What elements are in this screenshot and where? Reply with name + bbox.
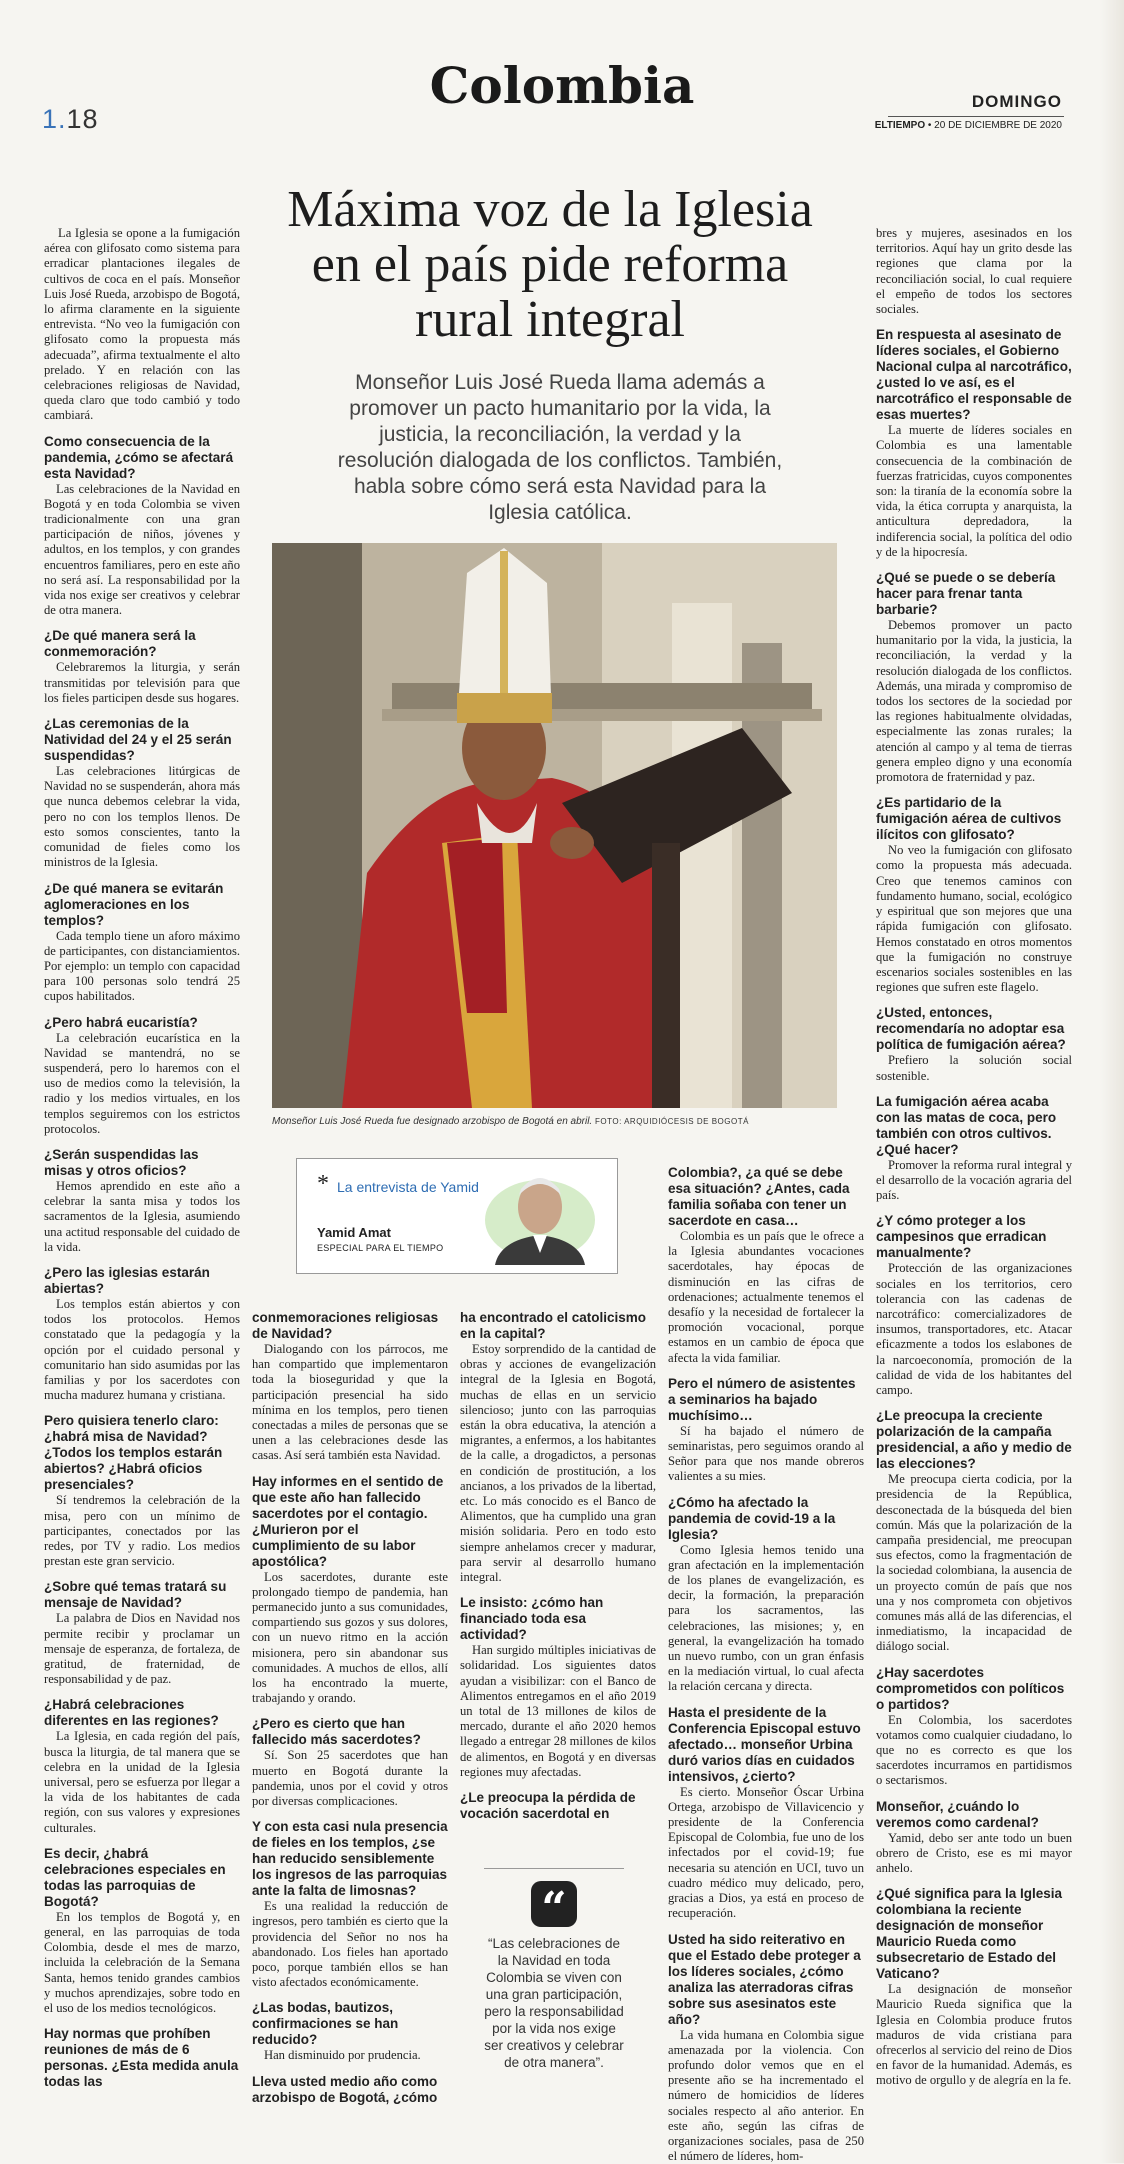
answer-paragraph: Es cierto. Monseñor Óscar Urbina Ortega, arzobispo de Villavicencio y presidente de la Conferencia Episcopal de Colombia, fue uno de los infectados por el covid-19; fue necesaria su atención en UCI, tuvo un cuadro médico muy delicado, pero, gracias a Dios, ya está en proceso de recuperación. [668, 1785, 864, 1922]
answer-paragraph: Celebraremos la liturgia, y serán transmitidas por televisión para que los fieles participen desde sus hogares. [44, 660, 240, 706]
quote-icon: “ [531, 1881, 577, 1927]
question: Hasta el presidente de la Conferencia Episcopal estuvo afectado… monseñor Urbina duró varios días en cuidados intensivos, ¿cierto? [668, 1705, 864, 1785]
answer-paragraph: La vida humana en Colombia sigue amenazada por la violencia. Con profundo dolor vemos que en el presente año se ha incrementado el número de homicidios de líderes sociales respecto al año anterior. En este año, según las cifras de organizaciones sociales, pasa de 250 el número de líderes, hom- [668, 2028, 864, 2164]
author-name: Yamid Amat [317, 1225, 391, 1240]
answer-paragraph: Debemos promover un pacto humanitario por la vida, la justicia, la reconciliación, la verdad y la resolución dialogada de los conflictos. Además, una mirada y compromiso de todos los sectores de la sociedad por las regiones habitualmente olvidadas, especialmente las zonas rurales; la atención al campo y al tema de tierras genera empleo digno y una economía promotora de fraternidad y paz. [876, 618, 1072, 785]
answer-paragraph: Las celebraciones de la Navidad en Bogotá y en toda Colombia se viven tradicionalmente con una gran participación de niños, jóvenes y adultos, en los templos, y con grandes encuentros familiares, pero en este año no será así. La responsabilidad por la vida nos exige ser creativos y celebrar de otra manera. [44, 482, 240, 619]
answer-paragraph: Yamid, debo ser ante todo un buen obrero de Cristo, ese es mi mayor anhelo. [876, 1831, 1072, 1877]
author-role: ESPECIAL PARA EL TIEMPO [317, 1243, 443, 1253]
question: Lleva usted medio año como arzobispo de Bogotá, ¿cómo [252, 2074, 448, 2106]
answer-paragraph: Estoy sorprendido de la cantidad de obras y acciones de evangelización integral de la Iglesia en Bogotá, muchas de ellas en un servicio silencioso; junto con las parroquias están la obra educativa, la atención a migrantes, a enfermos, a los habitantes de la calle, a drogadictos, a personas en condición de prostitución, a los ancianos, a los privados de la libertad, etc. Lo más conocido es el Banco de Alimentos, que ha cumplido una gran misión solidaria. Pero en todo esto siempre anhelamos crecer y madurar, para servir al desarrollo humano integral. [460, 1342, 656, 1585]
question: Hay normas que prohíben reuniones de más de 6 personas. ¿Esta medida anula todas las [44, 2026, 240, 2090]
brand-name: ELTIEMPO [875, 120, 925, 131]
answer-paragraph: Sí ha bajado el número de seminaristas, pero seguimos orando al Señor para que nos mande obreros valientes a su mies. [668, 1424, 864, 1485]
archbishop-photo [272, 543, 837, 1108]
question: ¿Hay sacerdotes comprometidos con políticos o partidos? [876, 1665, 1072, 1713]
section-title: Colombia [0, 56, 1124, 115]
header-rule [888, 116, 1064, 117]
question: ¿Pero es cierto que han fallecido más sacerdotes? [252, 1716, 448, 1748]
author-portrait [475, 1165, 605, 1265]
question: ¿Es partidario de la fumigación aérea de cultivos ilícitos con glifosato? [876, 795, 1072, 843]
article-column-4 [668, 1155, 864, 2164]
answer-paragraph: No veo la fumigación con glifosato como la propuesta más adecuada. Creo que tenemos caminos con fundamento humano, social, ecológico y espiritual que son mejores que una rápida fumigación con glifosato. Hemos constatado en otros momentos que la fumigación no construye escenarios sociales sostenibles en las regiones que sufren este flagelo. [876, 843, 1072, 995]
question: Es decir, ¿habrá celebraciones especiales en todas las parroquias de Bogotá? [44, 1846, 240, 1910]
answer-paragraph: Cada templo tiene un aforo máximo de participantes, con distanciamientos. Por ejemplo: un templo con capacidad para 100 personas solo tendrá 25 cupos habilitados. [44, 929, 240, 1005]
publication-date: • 20 DE DICIEMBRE DE 2020 [925, 120, 1062, 131]
question: ¿De qué manera será la conmemoración? [44, 628, 240, 660]
question: Hay informes en el sentido de que este año han fallecido sacerdotes por el contagio. ¿Murieron por el cumplimiento de su labor apostólica? [252, 1474, 448, 1570]
question: Como consecuencia de la pandemia, ¿cómo se afectará esta Navidad? [44, 434, 240, 482]
question: ¿Serán suspendidas las misas y otros oficios? [44, 1147, 240, 1179]
question: conmemoraciones religiosas de Navidad? [252, 1310, 448, 1342]
question: ¿Las ceremonias de la Natividad del 24 y el 25 serán suspendidas? [44, 716, 240, 764]
question: ¿Qué significa para la Iglesia colombiana la reciente designación de monseñor Mauricio Rueda como subsecretario de Estado del Vaticano? [876, 1886, 1072, 1982]
deck-subtitle: Monseñor Luis José Rueda llama además a promover un pacto humanitario por la vida, la justicia, la reconciliación, la verdad y la resolución dialogada de los conflictos. También, habla sobre cómo será esta Navidad para la Iglesia católica. [330, 370, 790, 526]
answer-paragraph: Me preocupa cierta codicia, por la presidencia de la República, desconectada de la búsqueda del bien común. Más que la polarización de la campaña presidencial, me preocupan sus efectos, como la fragmentación de la sociedad colombiana, la ausencia de un proyecto común de país que nos una y nos comprometa con objetivos comunes más allá de las diferencias, el inmediatismo, la incapacidad de diálogo social. [876, 1472, 1072, 1654]
question: Pero el número de asistentes a seminarios ha bajado muchísimo… [668, 1376, 864, 1424]
answer-paragraph: La palabra de Dios en Navidad nos permite recibir y proclamar un mensaje de esperanza, de fortaleza, de gratitud, de fraternidad, de responsabilidad y de paz. [44, 1611, 240, 1687]
answer-paragraph: En los templos de Bogotá y, en general, en las parroquias de toda Colombia, desde el mes de marzo, incluida la celebración de la Semana Santa, hemos tenido grandes cambios y muchos aprendizajes, sobre todo en el uso de los medios tecnológicos. [44, 1910, 240, 2016]
answer-paragraph: Sí tendremos la celebración de la misa, pero con un mínimo de participantes, conectados por las redes, por TV y radio. Los medios prestan este gran servicio. [44, 1493, 240, 1569]
question: Monseñor, ¿cuándo lo veremos como cardenal? [876, 1799, 1072, 1831]
question: ¿Qué se puede o se debería hacer para frenar tanta barbarie? [876, 570, 1072, 618]
question: Pero quisiera tenerlo claro: ¿habrá misa de Navidad? ¿Todos los templos estarán abiertos? ¿Habrá oficios presenciales? [44, 1413, 240, 1493]
question: En respuesta al asesinato de líderes sociales, el Gobierno Nacional culpa al narcotráfico, ¿usted lo ve así, es el narcotráfico el responsable de esas muertes? [876, 327, 1072, 423]
answer-paragraph: La celebración eucarística en la Navidad se mantendrá, no se suspenderá, pero lo haremos con el uso de medios como la televisión, la radio y los medios virtuales, en los templos seguiremos con los estrictos protocolos. [44, 1031, 240, 1137]
question: Y con esta casi nula presencia de fieles en los templos, ¿se han reducido sensiblemente los ingresos de las parroquias ante la falta de limosnas? [252, 1819, 448, 1899]
answer-paragraph: Prefiero la solución social sostenible. [876, 1053, 1072, 1083]
answer-paragraph: En Colombia, los sacerdotes votamos como cualquier ciudadano, lo que no es correcto es que los sacerdotes incurramos en partidismos o sectarismos. [876, 1713, 1072, 1789]
answer-paragraph: Protección de las organizaciones sociales en los territorios, cero tolerancia con las cadenas de narcotráfico: comercializadores de insumos, transportadores, etc. Atacar eficazmente a todos los eslabones de la narcoeconomía, promoción de la calidad de vida de los habitantes del campo. [876, 1261, 1072, 1398]
question: ha encontrado el catolicismo en la capital? [460, 1310, 656, 1342]
answer-paragraph: bres y mujeres, asesinados en los territorios. Aquí hay un grito desde las regiones que clama por la reconciliación social, lo cual requiere el empeño de todos los sectores sociales. [876, 226, 1072, 317]
question: ¿Habrá celebraciones diferentes en las regiones? [44, 1697, 240, 1729]
article-column-2 [252, 1300, 448, 2106]
answer-paragraph: La Iglesia se opone a la fumigación aérea con glifosato como sistema para erradicar plantaciones ilegales de cultivos de coca en el país. Monseñor Luis José Rueda, arzobispo de Bogotá, lo afirma claramente en la siguiente entrevista. “No veo la fumigación con glifosato como la propuesta más adecuada”, afirma textualmente el alto prelado. Y en relación con las celebraciones religiosas de Navidad, queda claro que todo cambió y todo cambiará. [44, 226, 240, 424]
answer-paragraph: La Iglesia, en cada región del país, busca la liturgia, de tal manera que se celebra en la unidad de la Iglesia universal, pero se esfuerza por llegar a la vida de los habitantes de cada región, con sus valores y expresiones culturales. [44, 1729, 240, 1835]
question: Usted ha sido reiterativo en que el Estado debe proteger a los líderes sociales, ¿cómo analiza las aterradoras cifras sobre sus asesinatos este año? [668, 1932, 864, 2028]
pull-quote-text: “Las celebraciones de la Navidad en toda Colombia se viven con una gran participación, pero la responsabilidad por la vida nos exige ser creativos y celebrar de otra manera”. [484, 1935, 624, 2071]
question: ¿Sobre qué temas tratará su mensaje de Navidad? [44, 1579, 240, 1611]
answer-paragraph: Dialogando con los párrocos, me han compartido que implementaron toda la bioseguridad y que la participación presencial ha sido mínima en los templos, pero tienen conectadas a miles de personas que se unen a las celebraciones desde las casas. Así será también esta Navidad. [252, 1342, 448, 1464]
interview-kicker: La entrevista de Yamid [317, 1179, 479, 1195]
headline: Máxima voz de la Iglesia en el país pide reforma rural integral [270, 182, 830, 347]
dateline [875, 120, 1062, 131]
question: ¿Pero habrá eucaristía? [44, 1015, 240, 1031]
answer-paragraph: Han disminuido por prudencia. [252, 2048, 448, 2063]
question: La fumigación aérea acaba con las matas de coca, pero también con otros cultivos. ¿Qué hacer? [876, 1094, 1072, 1158]
question: ¿Las bodas, bautizos, confirmaciones se han reducido? [252, 2000, 448, 2048]
answer-paragraph: Han surgido múltiples iniciativas de solidaridad. Los siguientes datos ayudan a visibilizar: con el Banco de Alimentos entregamos en el año 2019 un total de 13 millones de kilos de mercado, durante el año 2020 hemos llegado a entregar 28 millones de kilos de alimentos, en Bogotá y en diversas regiones muy afectadas. [460, 1643, 656, 1780]
quote-rule [484, 1868, 624, 1869]
answer-paragraph: Los sacerdotes, durante este prolongado tiempo de pandemia, han permanecido junto a sus comunidades, compartiendo sus gozos y sus dolores, con un nuevo ritmo en la acción misionera, pero sin abandonar sus comunidades. A muchos de ellos, allí los ha encontrado la muerte, trabajando y orando. [252, 1570, 448, 1707]
answer-paragraph: Promover la reforma rural integral y el desarrollo de la vocación agraria del país. [876, 1158, 1072, 1204]
page-number: 1.18 [42, 104, 99, 135]
pull-quote [484, 1868, 624, 2071]
page-edge-shadow [1100, 0, 1124, 2163]
article-column-5 [876, 226, 1072, 2089]
answer-paragraph: Sí. Son 25 sacerdotes que han muerto en Bogotá durante la pandemia, unos por el covid y otros por diversas complicaciones. [252, 1748, 448, 1809]
question: ¿Pero las iglesias estarán abiertas? [44, 1265, 240, 1297]
answer-paragraph: Los templos están abiertos y con todos los protocolos. Hemos constatado que la pedagogía y la opción por el cuidado personal y comunitario han sido asumidas por las familias y por los sacerdotes con mucha madurez humana y cristiana. [44, 1297, 240, 1403]
answer-paragraph: Hemos aprendido en este año a celebrar la santa misa y todos los sacramentos de la Iglesia, asumiendo una actitud responsable del cuidado de la vida. [44, 1179, 240, 1255]
question: ¿Le preocupa la creciente polarización de la campaña presidencial, a año y medio de las elecciones? [876, 1408, 1072, 1472]
article-column-1 [44, 226, 240, 2090]
answer-paragraph: Las celebraciones litúrgicas de Navidad no se suspenderán, ahora más que nunca debemos celebrar la vida, pero no con los templos llenos. De esto somos conscientes, tanto la comunidad de fieles como los ministros de la Iglesia. [44, 764, 240, 870]
article-column-3 [460, 1300, 656, 1822]
question: Colombia?, ¿a qué se debe esa situación? ¿Antes, cada familia soñaba con tener un sacerdote en casa… [668, 1165, 864, 1229]
question: Le insisto: ¿cómo han financiado toda esa actividad? [460, 1595, 656, 1643]
question: ¿Le preocupa la pérdida de vocación sacerdotal en [460, 1790, 656, 1822]
question: ¿De qué manera se evitarán aglomeraciones en los templos? [44, 881, 240, 929]
question: ¿Cómo ha afectado la pandemia de covid-19 a la Iglesia? [668, 1495, 864, 1543]
weekday: DOMINGO [972, 92, 1062, 112]
photo-credit: FOTO: ARQUIDIÓCESIS DE BOGOTÁ [595, 1117, 749, 1126]
question: ¿Y cómo proteger a los campesinos que erradican manualmente? [876, 1213, 1072, 1261]
question: ¿Usted, entonces, recomendaría no adoptar esa política de fumigación aérea? [876, 1005, 1072, 1053]
answer-paragraph: La designación de monseñor Mauricio Rueda significa que la Iglesia en Colombia produce frutos maduros de vida cristiana para ofrecerlos al servicio del reino de Dios en favor de la humanidad. Además, es motivo de orgullo y de alegría en la fe. [876, 1982, 1072, 2088]
answer-paragraph: Es una realidad la reducción de ingresos, pero también es cierto que la providencia del Señor no nos ha abandonado. Los fieles han aportado poco, porque también ellos se han visto afectados económicamente. [252, 1899, 448, 1990]
photo-caption: Monseñor Luis José Rueda fue designado arzobispo de Bogotá en abril. FOTO: ARQUIDIÓCESIS DE BOGOTÁ [272, 1116, 837, 1127]
asterisk-icon: * [317, 1171, 329, 1198]
interview-box [296, 1158, 618, 1274]
answer-paragraph: La muerte de líderes sociales en Colombia es una lamentable consecuencia de la combinación de fuerzas fratricidas, cuyos componentes son: la tiranía de la economía sobre la vida, la ética corrupta y anarquista, la anticultura depredadora, la indiferencia social, la política del odio y de la hipocresía. [876, 423, 1072, 560]
answer-paragraph: Colombia es un país que le ofrece a la Iglesia abundantes vocaciones sacerdotales, hay épocas de disminución en las cifras de ordenaciones; actualmente tenemos el desafío y la necesidad de fortalecer la promoción vocacional, porque estamos en un cambio de época que afecta la vida familiar. [668, 1229, 864, 1366]
answer-paragraph: Como Iglesia hemos tenido una gran afectación en la implementación de los planes de evangelización, es decir, la formación, la preparación para los sacramentos, las celebraciones, las misiones; y, en general, la evangelización ha tomado un nuevo rumbo, con un gran énfasis en la mediación virtual, lo cual afecta la relación cercana y directa. [668, 1543, 864, 1695]
